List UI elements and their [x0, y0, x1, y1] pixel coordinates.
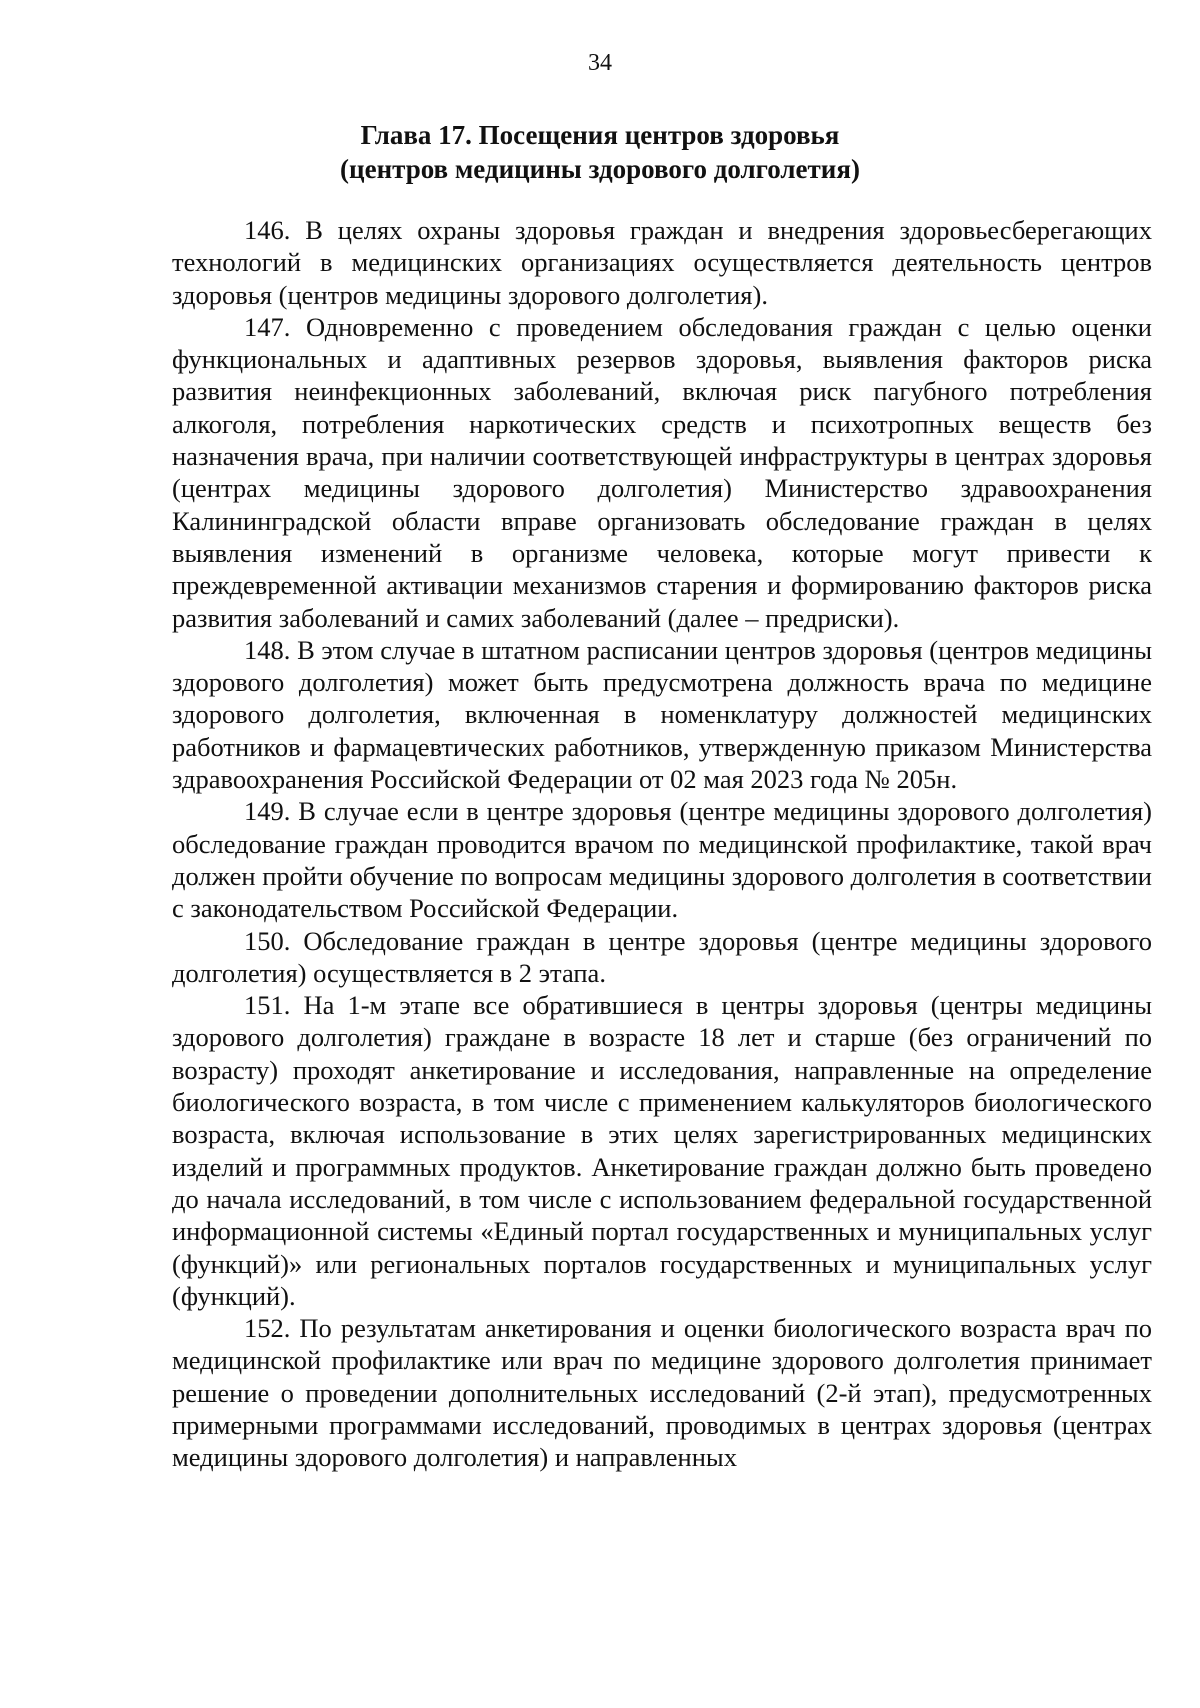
document-body — [172, 214, 1152, 1474]
paragraph-151: 151. На 1-м этапе все обратившиеся в центры здоровья (центры медицины здорового долголетия) граждане в возрасте 18 лет и старше (без ограничений по возрасту) проходят анкетирование и исследования, направленные на определение биологического возраста, в том числе с применением калькуляторов биологического возраста, включая использование в этих целях зарегистрированных медицинских изделий и программных продуктов. Анкетирование граждан должно быть проведено до начала исследований, в том числе с использованием федеральной государственной информационной системы «Единый портал государственных и муниципальных услуг (функций)» или региональных порталов государственных и муниципальных услуг (функций). — [172, 990, 1152, 1311]
paragraph-152: 152. По результатам анкетирования и оценки биологического возраста врач по медицинской профилактике или врач по медицине здорового долголетия принимает решение о проведении дополнительных исследований (2-й этап), предусмотренных примерными программами исследований, проводимых в центрах здоровья (центрах медицины здорового долголетия) и направленных — [172, 1313, 1152, 1473]
paragraph-148: 148. В этом случае в штатном расписании центров здоровья (центров медицины здорового долголетия) может быть предусмотрена должность врача по медицине здорового долголетия, включенная в номенклатуру должностей медицинских работников и фармацевтических работников, утвержденную приказом Министерства здравоохранения Российской Федерации от 02 мая 2023 года № 205н. — [172, 634, 1152, 795]
chapter-title-line-1: Глава 17. Посещения центров здоровья — [360, 120, 840, 150]
chapter-title-line-2: (центров медицины здорового долголетия) — [340, 154, 860, 184]
page-number: 34 — [588, 50, 612, 76]
paragraph-149: 149. В случае если в центре здоровья (центре медицины здорового долголетия) обследование граждан проводится врачом по медицинской профилактике, такой врач должен пройти обучение по вопросам медицины здорового долголетия в соответствии с законодательством Российской Федерации. — [172, 796, 1152, 924]
chapter-heading — [160, 118, 1040, 186]
paragraph-146: 146. В целях охраны здоровья граждан и внедрения здоровьесберегающих технологий в медицинских организациях осуществляется деятельность центров здоровья (центров медицины здорового долголетия). — [172, 215, 1152, 310]
paragraph-150: 150. Обследование граждан в центре здоровья (центре медицины здорового долголетия) осуществляется в 2 этапа. — [172, 925, 1152, 988]
paragraph-147: 147. Одновременно с проведением обследования граждан с целью оценки функциональных и адаптивных резервов здоровья, выявления факторов риска развития неинфекционных заболеваний, включая риск пагубного потребления алкоголя, потребления наркотических средств и психотропных веществ без назначения врача, при наличии соответствующей инфраструктуры в центрах здоровья (центрах медицины здорового долголетия) Министерство здравоохранения Калининградской области вправе организовать обследование граждан в целях выявления изменений в организме человека, которые могут привести к преждевременной активации механизмов старения и формированию факторов риска развития заболеваний и самих заболеваний (далее – предриски). — [172, 311, 1152, 633]
